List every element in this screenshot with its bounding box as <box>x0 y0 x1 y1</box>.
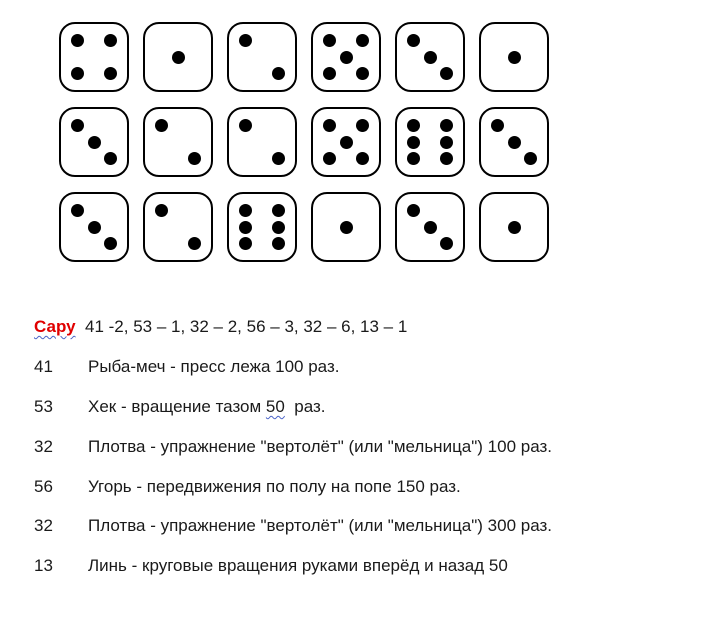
die-face-6 <box>395 107 465 177</box>
die-pip <box>323 67 336 80</box>
die-pip <box>239 204 252 217</box>
exercise-text-main: Рыба-меч - пресс лежа 100 раз. <box>88 357 340 376</box>
die-face-6 <box>227 192 297 262</box>
die-pip <box>424 51 437 64</box>
die-pip <box>188 237 201 250</box>
die-pip <box>424 221 437 234</box>
die-pip <box>71 119 84 132</box>
roll-sequence: 41 -2, 53 – 1, 32 – 2, 56 – 3, 32 – 6, 13 – 1 <box>85 317 408 336</box>
die-pip <box>407 34 420 47</box>
die-pip <box>323 119 336 132</box>
die-pip <box>88 136 101 149</box>
die-pip <box>239 221 252 234</box>
die-face-3 <box>479 107 549 177</box>
die-pip <box>239 119 252 132</box>
dice-grid <box>0 0 724 280</box>
die-face-3 <box>59 107 129 177</box>
die-pip <box>239 34 252 47</box>
die-pip <box>340 51 353 64</box>
die-pip <box>71 34 84 47</box>
exercise-number: 32 <box>34 516 53 535</box>
die-pip <box>340 136 353 149</box>
die-pip <box>172 51 185 64</box>
die-pip <box>508 136 521 149</box>
die-pip <box>71 204 84 217</box>
die-pip <box>104 34 117 47</box>
die-pip <box>356 34 369 47</box>
die-pip <box>71 67 84 80</box>
die-face-3 <box>395 192 465 262</box>
exercise-number: 13 <box>34 556 53 575</box>
die-pip <box>407 204 420 217</box>
die-pip <box>491 119 504 132</box>
exercise-text-main: Плотва - упражнение "вертолёт" (или "мельница") 100 раз. <box>88 437 552 456</box>
exercise-text-tail: раз. <box>284 397 326 416</box>
exercise-number: 53 <box>34 397 53 416</box>
die-face-3 <box>395 22 465 92</box>
die-pip <box>407 152 420 165</box>
die-face-1 <box>311 192 381 262</box>
die-pip <box>508 221 521 234</box>
die-pip <box>440 237 453 250</box>
die-face-5 <box>311 107 381 177</box>
die-pip <box>104 67 117 80</box>
exercise-text <box>88 516 552 536</box>
die-pip <box>356 119 369 132</box>
die-pip <box>272 221 285 234</box>
die-pip <box>104 237 117 250</box>
die-pip <box>440 136 453 149</box>
spellcheck-squiggle: 50 <box>265 397 285 416</box>
die-pip <box>407 136 420 149</box>
die-pip <box>440 152 453 165</box>
die-pip <box>356 67 369 80</box>
die-face-2 <box>143 192 213 262</box>
die-pip <box>407 119 420 132</box>
exercise-number: 56 <box>34 477 53 496</box>
sequence-header <box>34 317 407 337</box>
die-pip <box>323 34 336 47</box>
exercise-text <box>88 397 326 417</box>
player-name: Сару <box>34 317 76 336</box>
die-pip <box>104 152 117 165</box>
die-pip <box>272 152 285 165</box>
exercise-text <box>88 357 339 377</box>
exercise-text-main: Хек - вращение тазом <box>88 397 266 416</box>
die-pip <box>272 237 285 250</box>
die-pip <box>272 67 285 80</box>
die-pip <box>524 152 537 165</box>
die-pip <box>356 152 369 165</box>
die-pip <box>155 119 168 132</box>
die-pip <box>440 119 453 132</box>
die-face-2 <box>143 107 213 177</box>
exercise-number: 32 <box>34 437 53 456</box>
exercise-number: 41 <box>34 357 53 376</box>
die-pip <box>272 204 285 217</box>
exercise-text-main: Угорь - передвижения по полу на попе 150 раз. <box>88 477 461 496</box>
die-pip <box>340 221 353 234</box>
die-pip <box>239 237 252 250</box>
die-pip <box>155 204 168 217</box>
die-face-2 <box>227 107 297 177</box>
die-face-1 <box>479 192 549 262</box>
die-pip <box>508 51 521 64</box>
die-face-2 <box>227 22 297 92</box>
die-face-1 <box>143 22 213 92</box>
die-face-3 <box>59 192 129 262</box>
exercise-text <box>88 477 461 497</box>
exercise-text <box>88 437 552 457</box>
die-face-1 <box>479 22 549 92</box>
die-face-4 <box>59 22 129 92</box>
die-face-5 <box>311 22 381 92</box>
die-pip <box>440 67 453 80</box>
die-pip <box>88 221 101 234</box>
exercise-text-main: Плотва - упражнение "вертолёт" (или "мельница") 300 раз. <box>88 516 552 535</box>
exercise-text-main: Линь - круговые вращения руками вперёд и назад 50 <box>88 556 508 575</box>
die-pip <box>188 152 201 165</box>
die-pip <box>323 152 336 165</box>
exercise-text <box>88 556 508 576</box>
